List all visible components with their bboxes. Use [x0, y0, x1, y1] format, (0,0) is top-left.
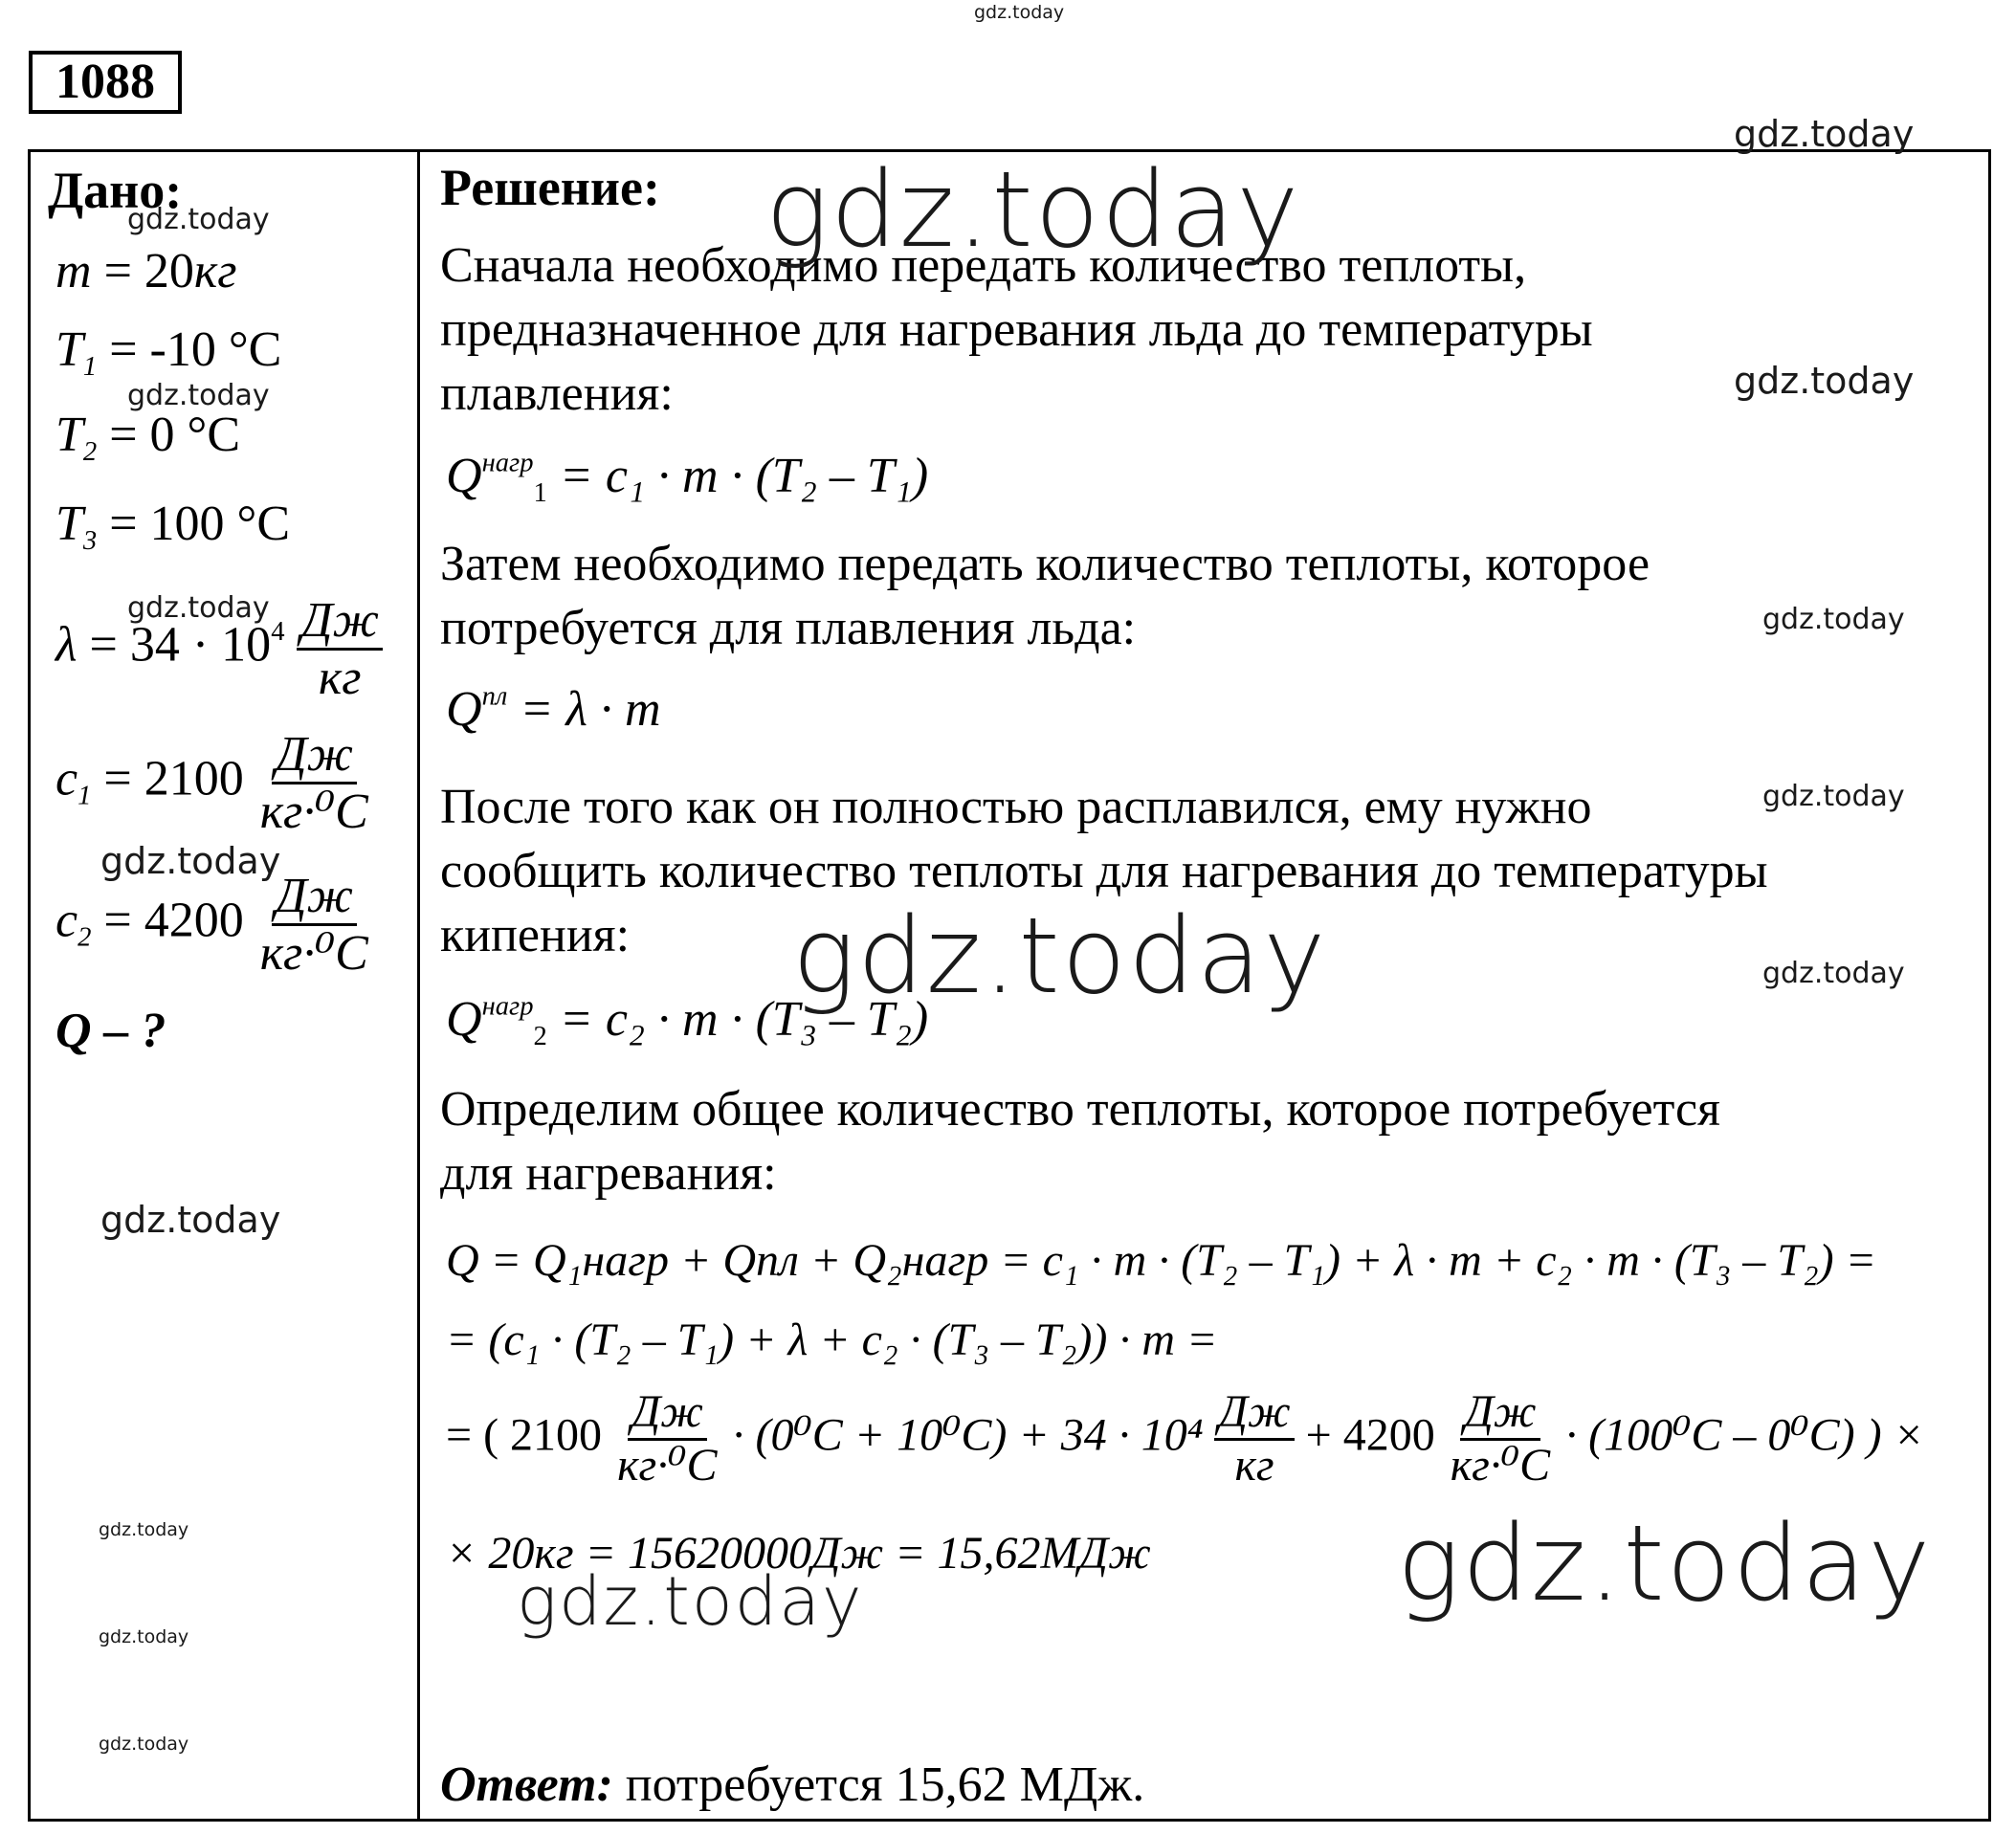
watermark: gdz.today: [974, 2, 1065, 23]
formula-q1: $Q^{нагр}_1 = c_1 \cdot m \cdot (T_2 - T_1)$: [446, 448, 929, 508]
watermark: gdz.today: [517, 1562, 864, 1641]
given-c2: $c_2 = 4200$ $\frac{Дж}{\text{кг·⁰C}}$: [55, 869, 368, 982]
watermark: gdz.today: [1397, 1502, 1933, 1624]
formula-total-line1: Q = Q₁нагр + Qпл + Q₂нагр = c₁ · m · (T₂ – T₁) + λ · m + c₂ · m · (T₃ – T₂) =: [446, 1235, 1877, 1286]
watermark: gdz.today: [1762, 780, 1905, 813]
watermark: gdz.today: [127, 379, 270, 412]
solution-text-2b: потребуется для плавления льда:: [440, 601, 1137, 655]
formula-total-line3: = ( 2100 $\frac{Дж}{\text{кг·⁰C}}$ · (0⁰C + 10⁰C) + 34 · 10⁴ $\frac{Дж}{кг}$ + 4200 $\frac{Дж}{\text{кг·⁰C}}$ · (100⁰C – 0⁰C) ) ×: [446, 1386, 1925, 1491]
watermark: gdz.today: [1762, 957, 1905, 990]
watermark: gdz.today: [99, 1519, 189, 1540]
column-divider: [417, 149, 420, 1822]
given-t2: $T_2 = 0$ °C: [55, 408, 241, 467]
solution-text-4b: для нагревания:: [440, 1146, 777, 1201]
solution-text-1b: предназначенное для нагревания льда до температуры: [440, 302, 1593, 357]
solution-text-3a: После того как он полностью расплавился, ему нужно: [440, 780, 1592, 834]
watermark: gdz.today: [792, 895, 1328, 1017]
solution-text-3c: кипения:: [440, 908, 631, 962]
watermark: gdz.today: [1762, 603, 1905, 636]
watermark: gdz.today: [99, 1626, 189, 1647]
given-header: Дано:: [48, 162, 183, 219]
watermark: gdz.today: [1734, 360, 1915, 402]
formula-total-line2: = (c₁ · (T₂ – T₁) + λ + c₂ · (T₃ – T₂)) · m =: [446, 1315, 1218, 1365]
formula-qpl: $Q^{пл} = \lambda \cdot m$: [446, 681, 661, 737]
problem-number: 1088: [29, 51, 182, 114]
watermark: gdz.today: [127, 591, 270, 625]
formula-q2: $Q^{нагр}_2 = c_2 \cdot m \cdot (T_3 - T_2)$: [446, 991, 929, 1051]
given-t1: $T_1 = -10$ °C: [55, 322, 282, 382]
solution-header: Решение:: [440, 159, 660, 216]
formula-total-line4: × 20кг = 15620000Дж = 15,62МДж: [446, 1528, 1151, 1579]
given-lambda: $\lambda = 34 \cdot 10^4$ $\frac{Дж}{кг}$: [55, 593, 383, 705]
watermark: gdz.today: [99, 1734, 189, 1755]
given-find: Q – ?: [55, 1004, 166, 1058]
given-mass: m = 20кг: [55, 244, 237, 298]
solution-text-4a: Определим общее количество теплоты, которое потребуется: [440, 1082, 1720, 1137]
solution-text-3b: сообщить количество теплоты для нагревания до температуры: [440, 844, 1768, 898]
watermark: gdz.today: [100, 1199, 281, 1241]
watermark: gdz.today: [100, 840, 281, 882]
solution-text-2a: Затем необходимо передать количество теплоты, которое: [440, 537, 1650, 591]
watermark: gdz.today: [1734, 113, 1915, 155]
given-c1: $c_1 = 2100$ $\frac{Дж}{\text{кг·⁰C}}$: [55, 727, 368, 840]
watermark: gdz.today: [765, 148, 1301, 271]
watermark: gdz.today: [127, 203, 270, 236]
solution-text-1c: плавления:: [440, 366, 674, 421]
solution-text-1a: Сначала необходимо передать количество теплоты,: [440, 238, 1527, 293]
answer: Ответ: потребуется 15,62 МДж.: [440, 1757, 1145, 1812]
given-t3: $T_3 = 100$ °C: [55, 497, 291, 556]
